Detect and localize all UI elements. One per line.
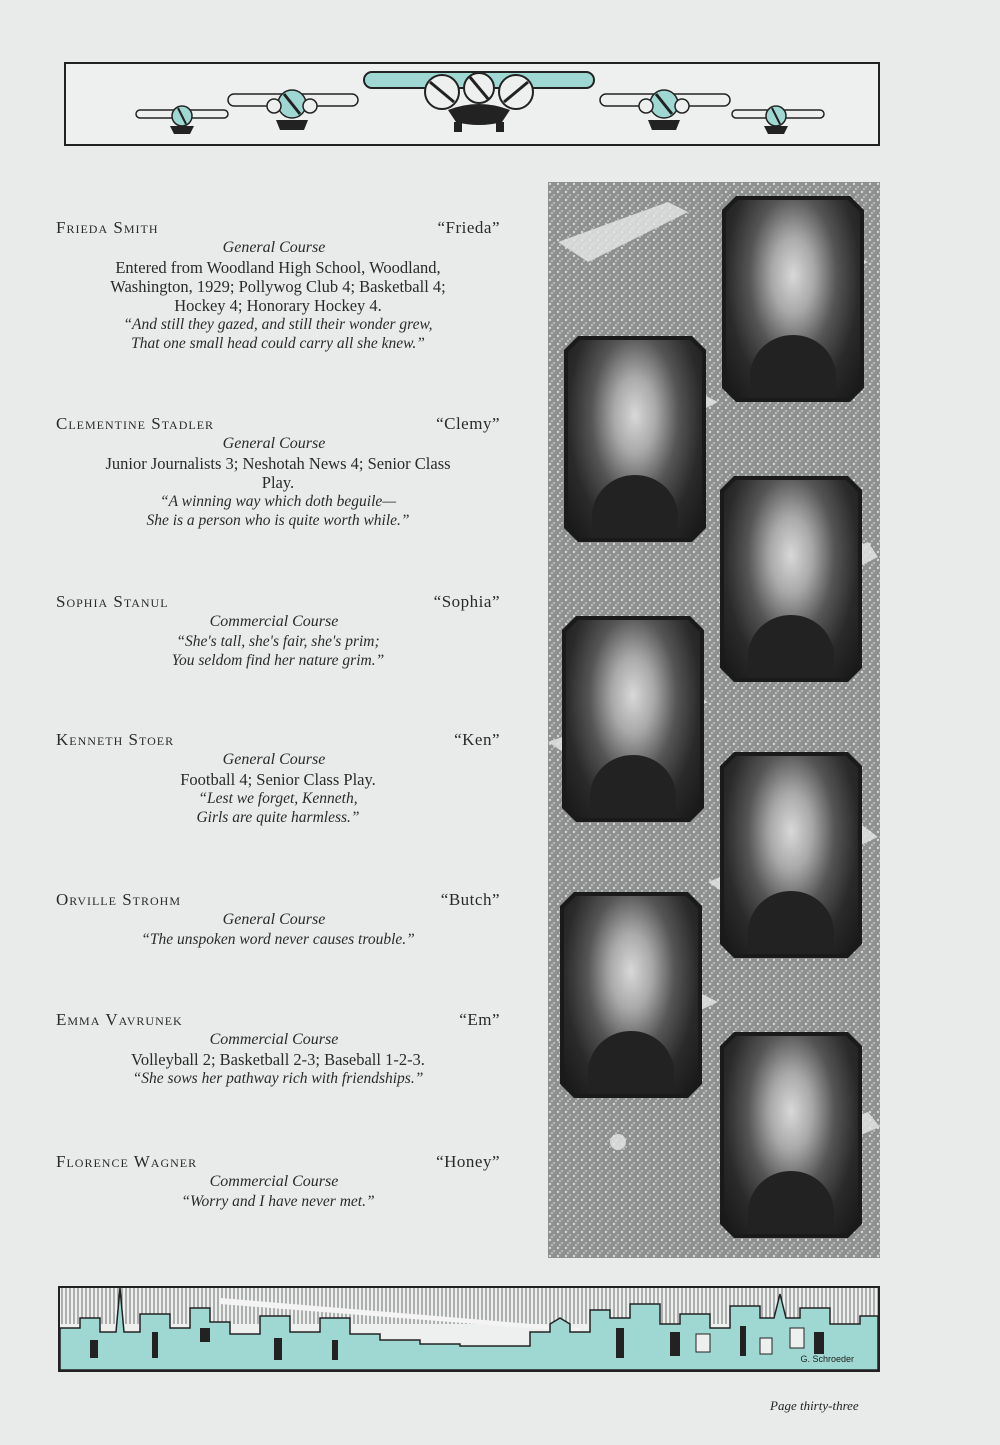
student-nickname: “Em”: [459, 1010, 500, 1029]
student-entry: [56, 414, 500, 530]
student-course: General Course: [222, 911, 326, 928]
student-activities: Junior Journalists 3; Neshotah News 4; Senior Class Play.: [105, 454, 451, 492]
student-portrait: [720, 1032, 862, 1238]
student-nickname: “Ken”: [454, 730, 500, 749]
student-entry: [56, 1152, 500, 1211]
student-course: Commercial Course: [209, 613, 339, 630]
student-portrait: [722, 196, 864, 402]
student-entry: [56, 890, 500, 949]
student-name: Sophia Stanul: [56, 592, 169, 611]
student-nickname: “Clemy”: [436, 414, 500, 433]
student-quote: “She sows her pathway rich with friendships.”: [132, 1070, 424, 1087]
student-activities: Football 4; Senior Class Play.: [180, 770, 376, 789]
student-portrait: [720, 476, 862, 682]
student-entry: [56, 592, 500, 670]
student-name: Clementine Stadler: [56, 414, 215, 433]
student-quote: “A winning way which doth beguile— She is a person who is quite worth while.”: [146, 493, 410, 529]
student-quote: “Lest we forget, Kenneth, Girls are quite harmless.”: [196, 790, 360, 826]
page-number: Page thirty-three: [770, 1398, 859, 1413]
student-entry: [56, 730, 500, 827]
artist-signature: G. Schroeder: [800, 1354, 854, 1364]
portrait-panel: [548, 182, 880, 1258]
student-course: General Course: [222, 435, 326, 452]
airplane-icon: [66, 64, 878, 144]
student-quote: “And still they gazed, and still their wonder grew, That one small head could carry all she knew.”: [123, 316, 433, 352]
student-portrait: [720, 752, 862, 958]
student-quote: “Worry and I have never met.”: [181, 1193, 375, 1210]
student-portrait: [560, 892, 702, 1098]
student-name: Orville Strohm: [56, 890, 182, 909]
student-name: Florence Wagner: [56, 1152, 198, 1171]
student-nickname: “Sophia”: [433, 592, 500, 611]
student-name: Emma Vavrunek: [56, 1010, 183, 1029]
student-course: General Course: [222, 239, 326, 256]
city-skyline-icon: [60, 1288, 878, 1370]
student-activities: Volleyball 2; Basketball 2-3; Baseball 1-2-3.: [131, 1050, 425, 1069]
student-course: General Course: [222, 751, 326, 768]
student-quote: “The unspoken word never causes trouble.”: [141, 931, 415, 948]
top-airplane-banner: [64, 62, 880, 146]
bottom-skyline-banner: [58, 1286, 880, 1372]
student-quote: “She's tall, she's fair, she's prim; You seldom find her nature grim.”: [171, 633, 385, 669]
student-portrait: [562, 616, 704, 822]
student-entry: [56, 1010, 500, 1088]
student-entry: [56, 218, 500, 353]
student-activities: Entered from Woodland High School, Woodland, Washington, 1929; Pollywog Club 4; Basketball 4; Hockey 4; Honorary Hockey 4.: [110, 258, 446, 315]
student-course: Commercial Course: [209, 1173, 339, 1190]
student-name: Frieda Smith: [56, 218, 159, 237]
student-portrait: [564, 336, 706, 542]
student-nickname: “Butch”: [440, 890, 500, 909]
student-name: Kenneth Stoer: [56, 730, 175, 749]
student-nickname: “Honey”: [436, 1152, 500, 1171]
student-nickname: “Frieda”: [437, 218, 500, 237]
student-course: Commercial Course: [209, 1031, 339, 1048]
